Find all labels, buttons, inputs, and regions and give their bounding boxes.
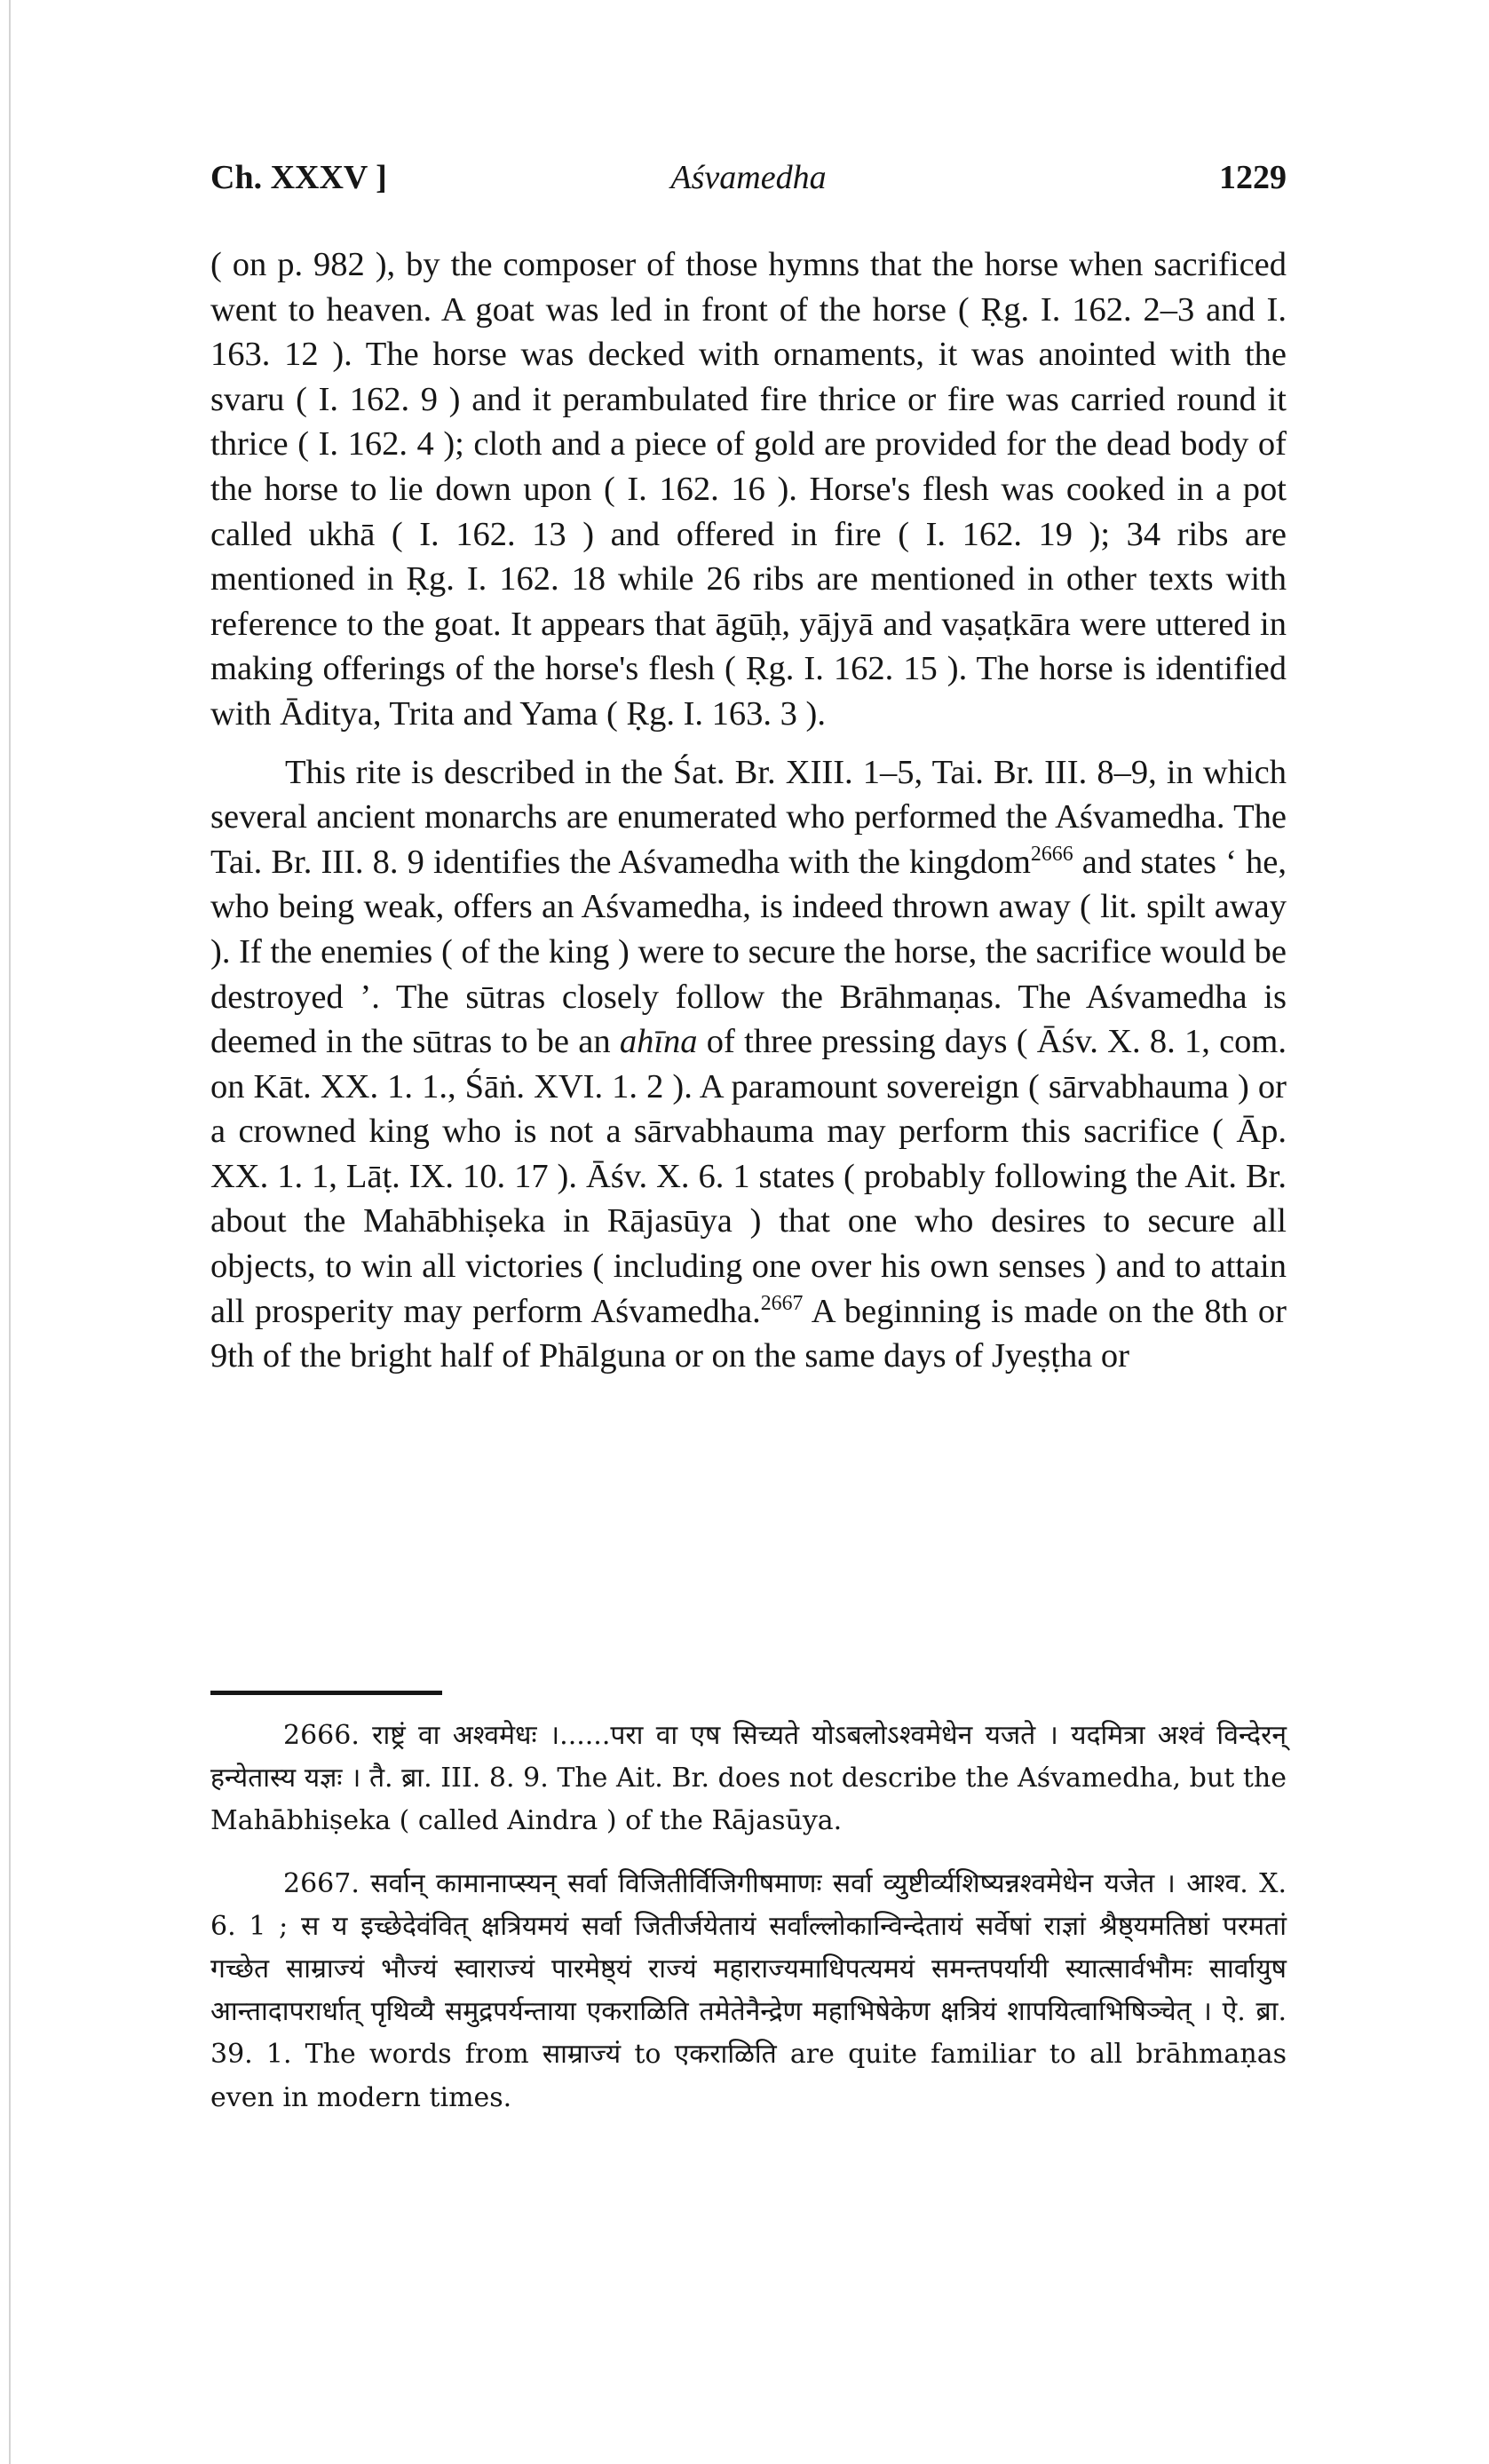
- italic-term: ahīna: [619, 1023, 698, 1061]
- scan-edge-line: [9, 0, 11, 2464]
- footnote-ref-2667: 2667: [760, 1291, 804, 1315]
- footnote-2666: 2666. राष्ट्रं वा अश्वमेधः ।......परा वा एष सिच्यते योऽबलोऽश्वमेधेन यजते । यदमित्रा अश्वं विन्देरन् हन्येतास्य यज्ञः । तै. ब्रा. III. 8. 9. The Ait. Br. does not describe the Aśvamedha, but the Mahābhiṣeka ( called Aindra ) of the Rājasūya.: [210, 1720, 1287, 1837]
- running-title: Aśvamedha: [670, 159, 827, 196]
- page-number: 1229: [1219, 159, 1287, 196]
- footnote-ref-2666: 2666: [1030, 842, 1073, 866]
- footnotes: [210, 1715, 1287, 2119]
- paragraph-1: ( on p. 982 ), by the composer of those hymns that the horse when sacrificed went to heaven. A goat was led in front of the horse ( Ṛg. I. 162. 2–3 and I. 163. 12 ). The horse was decked with ornaments, it was anointed with the svaru ( I. 162. 9 ) and it perambulated fire thrice or fire was carried round it thrice ( I. 162. 4 ); cloth and a piece of gold are provided for the dead body of the horse to lie down upon ( I. 162. 16 ). Horse's flesh was cooked in a pot called ukhā ( I. 162. 13 ) and offered in fire ( I. 162. 19 ); 34 ribs are mentioned in Ṛg. I. 162. 18 while 26 ribs are mentioned in other texts with reference to the goat. It appears that āgūḥ, yājyā and vaṣaṭkāra were uttered in making offerings of the horse's flesh ( Ṛg. I. 162. 15 ). The horse is identified with Āditya, Trita and Yama ( Ṛg. I. 163. 3 ).: [210, 246, 1287, 733]
- footnote-separator: [210, 1691, 442, 1695]
- paragraph-2: This rite is described in the Śat. Br. XIII. 1–5, Tai. Br. III. 8–9, in which several ancient monarchs are enumerated who performed the Aśvamedha. The Tai. Br. III. 8. 9 identifies the Aśvamedha with the kingdom$^{2666}$ and states ‘ he, who being weak, offers an Aśvamedha, is indeed thrown away ( lit. spilt away ). If the enemies ( of the king ) were to secure the horse, the sacrifice would be destroyed ’. The sūtras closely follow the Brāhmaṇas. The Aśvamedha is deemed in the sūtras to be an ahīna of three pressing days ( Āśv. X. 8. 1, com. on Kāt. XX. 1. 1., Śāṅ. XVI. 1. 2 ). A paramount sovereign ( sārvabhauma ) or a crowned king who is not a sārvabhauma may perform this sacrifice ( Āp. XX. 1. 1, Lāṭ. IX. 10. 17 ). Āśv. X. 6. 1 states ( probably following the Ait. Br. about the Mahābhiṣeka in Rājasūya ) that one who desires to secure all objects, to win all victories ( including one over his own senses ) and to attain all prosperity may perform Aśvamedha.$^{2667}$ A beginning is made on the 8th or 9th of the bright half of Phālguna or on the same days of Jyeṣṭha or: [210, 753, 1287, 1375]
- chapter-label: Ch. XXXV ]: [210, 159, 387, 196]
- main-text: [210, 242, 1287, 1379]
- running-head: [210, 158, 1287, 211]
- footnote-2667: 2667. सर्वान् कामानाप्स्यन् सर्वा विजितीर्विजिगीषमाणः सर्वा व्युष्टीर्व्यशिष्यन्नश्वमेधेन यजेत । आश्व. X. 6. 1 ; स य इच्छेदेवंवित् क्षत्रियमयं सर्वा जितीर्जयेतायं सर्वांल्लोकान्विन्देतायं सर्वेषां राज्ञां श्रैष्ठ्यमतिष्ठां परमतां गच्छेत साम्राज्यं भौज्यं स्वाराज्यं पारमेष्ठ्यं राज्यं महाराज्यमाधिपत्यमयं समन्तपर्यायी स्यात्सार्वभौमः सार्वायुष आन्तादापरार्धात् पृथिव्यै समुद्रपर्यन्ताया एकराळिति तमेतेनैन्द्रेण महाभिषेकेण क्षत्रियं शापयित्वाभिषिञ्चेत् । ऐ. ब्रा. 39. 1. The words from साम्राज्यं to एकराळिति are quite familiar to all brāhmaṇas even in modern times.: [210, 1867, 1287, 2113]
